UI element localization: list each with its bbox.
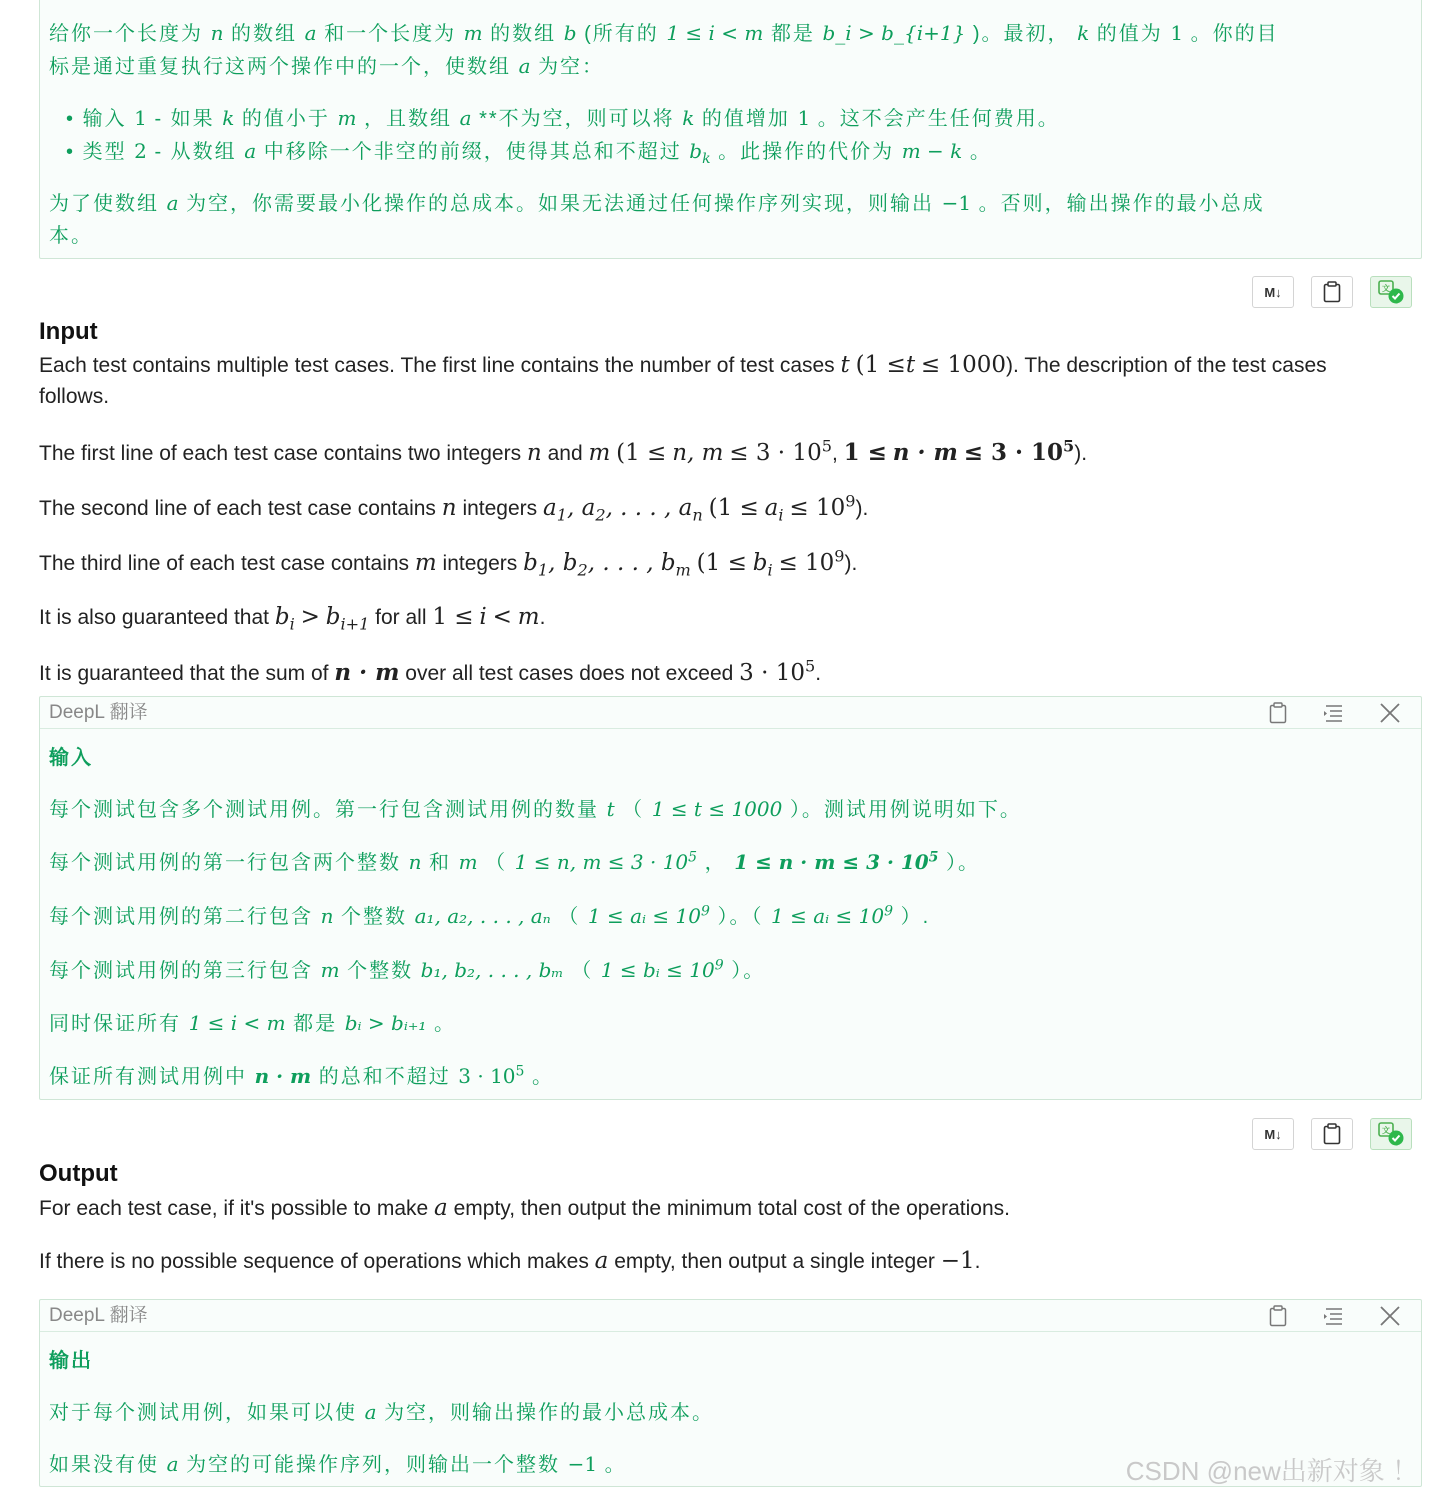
deepl-header: DeepL 翻译: [40, 1300, 1421, 1332]
clipboard-icon: [1323, 1123, 1341, 1145]
copy-button[interactable]: [1311, 1118, 1353, 1150]
deepl-output-title: 输出: [49, 1350, 93, 1372]
deepl-input-line-5: 同时保证所有 1 ≤ i < m 都是 bᵢ > bᵢ₊₁ 。: [49, 1011, 456, 1035]
menu-lines-icon[interactable]: [1321, 700, 1347, 726]
deepl-input-line-4: 每个测试用例的第三行包含 m 个整数 b₁, b₂, . . . , bₘ （ 1 ≤ bᵢ ≤ $10^9$ ）。: [49, 957, 766, 982]
copy-button[interactable]: [1311, 276, 1353, 308]
deepl-output-line-1: 对于每个测试用例，如果可以使 a 为空，则输出操作的最小总成本。: [49, 1400, 715, 1424]
top-translation-box: [39, 0, 1422, 259]
deepl-input-title: 输入: [49, 747, 93, 769]
deepl-input-line-2: 每个测试用例的第一行包含两个整数 n 和 m （ 1 ≤ n, $m \le 3 \cdot 10^5$ ， $1 \le n \cdot m \le 3 \cdot 10^5$ ）。: [49, 849, 981, 874]
input-heading: Input: [39, 318, 98, 345]
input-para-2: The first line of each test case contains two integers n and m (1 ≤ n, $m \le 3 \cdot 10^5$, $1 \le n \cdot m \le 3 \cdot 10^5$).: [39, 436, 1088, 466]
top-para-line-1: 为了使数组 a 为空，你需要最小化操作的总成本。如果无法通过任何操作序列实现，则输出 −1 。否则，输出操作的最小总成: [49, 191, 1265, 215]
input-para-1: Each test contains multiple test cases. The first line contains the number of test cases t (1 ≤t ≤ 1000). The description of the test cases: [39, 352, 1327, 378]
watermark: CSDN @new出新对象 ！: [1125, 1456, 1418, 1486]
input-para-1b: follows.: [39, 385, 110, 408]
top-line-1: 给你一个长度为 n 的数组 a 和一个长度为 m 的数组 b (所有的 1 ≤ i < m 都是 b_i > b_{i+1} )。最初， k 的值为 1 。你的目: [49, 21, 1279, 45]
top-bullet-1: • 输入 1 - 如果 k 的值小于 m ，且数组 a **不为空，则可以将 k 的值增加 1 。这不会产生任何费用。: [66, 106, 1060, 130]
svg-text:文: 文: [1382, 284, 1390, 293]
input-toolbar: [1252, 276, 1412, 308]
close-icon[interactable]: [1377, 1303, 1403, 1329]
output-para-1: For each test case, if it's possible to make a empty, then output the minimum total cost of the operations.: [39, 1195, 1011, 1221]
markdown-button[interactable]: M↓: [1252, 1118, 1294, 1150]
top-para-line-2: 本。: [49, 225, 93, 247]
menu-lines-icon[interactable]: [1321, 1303, 1347, 1329]
close-icon[interactable]: [1377, 700, 1403, 726]
deepl-input-line-3: 每个测试用例的第二行包含 n 个整数 a₁, a₂, . . . , aₙ （ 1 ≤ aᵢ ≤ $10^9$ ）。（ 1 ≤ aᵢ ≤ $10^9$ ）.: [49, 903, 931, 928]
output-heading: Output: [39, 1160, 118, 1187]
markdown-button[interactable]: M↓: [1252, 276, 1294, 308]
svg-text:文: 文: [1382, 1126, 1390, 1135]
output-toolbar: [1252, 1118, 1412, 1150]
deepl-header: DeepL 翻译: [40, 697, 1421, 729]
translate-check-icon: [1377, 1121, 1405, 1147]
deepl-output-line-2: 如果没有使 a 为空的可能操作序列，则输出一个整数 −1 。: [49, 1452, 627, 1476]
top-bullet-2: • 类型 2 - 从数组 a 中移除一个非空的前缀，使得其总和不超过 $b_k$ 。此操作的代价为 m − k 。: [66, 139, 992, 167]
top-line-2: 标是通过重复执行这两个操作中的一个，使数组 a 为空：: [49, 54, 605, 78]
translate-button[interactable]: [1370, 1118, 1412, 1150]
input-para-3: The second line of each test case contains n integers $a_1$, $a_2$, . . . , $a_n$ $(1 \le a_i \le 10^9)$.: [39, 491, 869, 525]
deepl-input-line-1: 每个测试包含多个测试用例。第一行包含测试用例的数量 t （ 1 ≤ t ≤ 1000 ）。测试用例说明如下。: [49, 797, 1022, 821]
clipboard-icon: [1323, 281, 1341, 303]
deepl-input-line-6: 保证所有测试用例中 n · m 的总和不超过 $3 \cdot 10^5$ 。: [49, 1063, 555, 1088]
clipboard-icon[interactable]: [1265, 700, 1291, 726]
input-para-4: The third line of each test case contains m integers $b_1$, $b_2$, . . . , $b_m$ $(1 \le b_i \le 10^9)$.: [39, 546, 858, 580]
translate-check-icon: [1377, 279, 1405, 305]
deepl-input-box: [39, 696, 1422, 1100]
output-para-2: If there is no possible sequence of operations which makes a empty, then output a single integer −1.: [39, 1248, 981, 1274]
clipboard-icon[interactable]: [1265, 1303, 1291, 1329]
translate-button[interactable]: [1370, 276, 1412, 308]
input-para-5: It is also guaranteed that $b_i > b_{i+1}$ for all 1 ≤ i < m.: [39, 604, 546, 634]
input-para-6: It is guaranteed that the sum of n · m over all test cases does not exceed $3 \cdot 10^5$.: [39, 656, 822, 686]
